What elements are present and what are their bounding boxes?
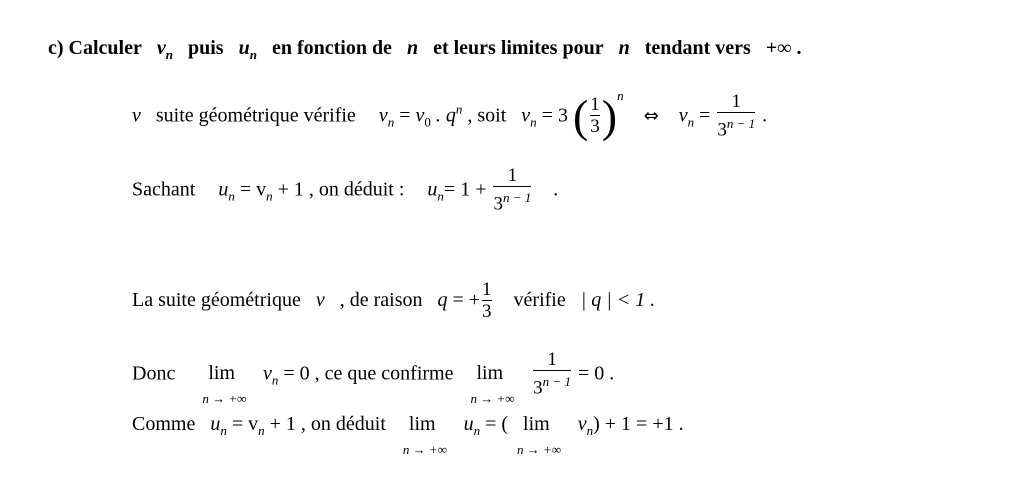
- fraction-one-third: $\frac{1}{3}$: [590, 94, 600, 138]
- limit-operator-4: lim n → +∞: [517, 413, 562, 457]
- fraction-limit: $\frac{1}{3^{n - 1}}$: [533, 349, 571, 399]
- limit-operator: lim n → +∞: [202, 362, 247, 407]
- geometric-sequence-line: v suite géométrique vérifie $v_n = v_0$ . $q^n$ , soit $v_n = 3$ ( $\frac{1}{3}$ )$^n$ ⇔ $v_n$ = $\frac{1}{3^{n - 1}}$ .: [132, 87, 768, 142]
- fraction-un: $\frac{1}{3^{n - 1}}$: [493, 165, 532, 215]
- limit-operator-3: lim n → +∞: [402, 413, 447, 457]
- un-expression-line: Sachant $u_n = v_n + 1$ , on déduit : $u_n= 1$ + $\frac{1}{3^{n - 1}}$ .: [132, 165, 559, 215]
- fraction-ratio: $\frac{1}{3}$: [482, 279, 492, 322]
- fraction-vn: $\frac{1}{3^{n - 1}}$: [717, 91, 756, 141]
- question-heading: c) Calculer $v_n$ puis $u_n$ en fonction de n et leurs limites pour n tendant vers +∞ .: [48, 37, 802, 62]
- ratio-line: La suite géométrique v , de raison q = + $\frac{1}{3}$ vérifie | q | < 1 .: [132, 279, 656, 322]
- limit-vn-line: Donc lim n → +∞ $v_n = 0$ , ce que confirme lim n → +∞ $\frac{1}{3^{n - 1}}$ = 0 .: [132, 349, 615, 407]
- limit-operator-2: lim n → +∞: [470, 362, 515, 407]
- limit-un-line: Comme $u_n = v_n + 1$ , on déduit lim n → +∞ $u_n$ = ( lim n → +∞ $v_n) + 1 = +1$ .: [132, 413, 684, 457]
